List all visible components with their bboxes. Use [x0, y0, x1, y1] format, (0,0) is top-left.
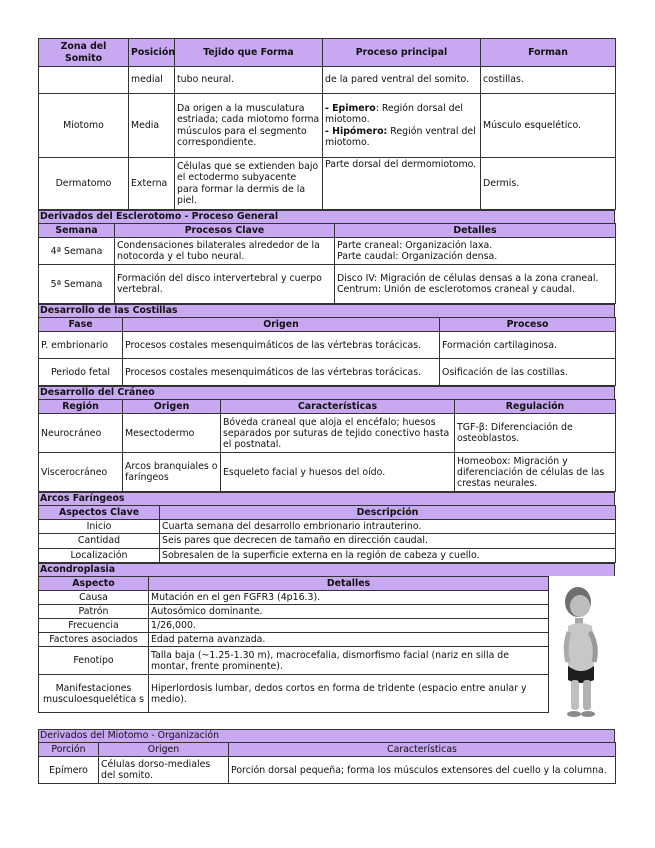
text: Región ventral del miotomo. [325, 125, 476, 148]
detail-line: Disco IV: Migración de células densas a la zona craneal. [337, 273, 599, 284]
col-header: Zona del Somito [39, 39, 129, 67]
section-title: Arcos Faríngeos [38, 492, 615, 505]
cell: Mesectodermo [123, 414, 221, 453]
cell: Homeobox: Migración y diferenciación de células de las crestas neurales. [455, 453, 616, 492]
col-header: Proceso [440, 318, 616, 332]
cell [39, 67, 129, 94]
section-title: Acondroplasia [38, 563, 615, 576]
table-row [39, 414, 616, 453]
costillas-table [38, 317, 616, 386]
detail-line: Centrum: Unión de esclerotomos craneal y caudal. [337, 284, 575, 296]
cell: Miotomo [39, 94, 129, 158]
cell: Formación cartilaginosa. [440, 332, 616, 359]
table-row [39, 675, 549, 713]
cell: Fenotipo [39, 647, 149, 675]
cell: Arcos branquiales o faríngeos [123, 453, 221, 492]
table-row [39, 265, 616, 304]
col-header: Región [39, 400, 123, 414]
col-header: Origen [123, 318, 440, 332]
cell: Condensaciones bilaterales alrededor de la notocorda y el tubo neural. [115, 238, 335, 265]
col-header: Detalles [335, 224, 616, 238]
table-row [39, 604, 549, 618]
cell: Externa [129, 158, 175, 210]
table-row [39, 332, 616, 359]
cell: 4ª Semana [39, 238, 115, 265]
table-header-row [39, 224, 616, 238]
acondroplasia-table [38, 576, 549, 713]
table-row [39, 548, 616, 562]
cell: Periodo fetal [39, 359, 123, 386]
table-row [39, 590, 549, 604]
cell: Sobresalen de la superficie externa en la región de cabeza y cuello. [160, 548, 616, 562]
somito-table [38, 38, 616, 210]
cell: 5ª Semana [39, 265, 115, 304]
col-header: Origen [123, 400, 221, 414]
cell: Formación del disco intervertebral y cuerpo vertebral. [115, 265, 335, 304]
table-row [39, 618, 549, 632]
miotomo-table [38, 742, 616, 784]
section-title: Desarrollo del Cráneo [38, 386, 615, 399]
cell: Media [129, 94, 175, 158]
child-figure-image [550, 576, 614, 726]
cell: Osificación de las costillas. [440, 359, 616, 386]
cell: Músculo esquelético. [481, 94, 616, 158]
table-row [39, 647, 549, 675]
col-header: Porción [39, 743, 99, 757]
cell: Neurocráneo [39, 414, 123, 453]
cell: Esqueleto facial y huesos del oído. [221, 453, 455, 492]
cell: Mutación en el gen FGFR3 (4p16.3). [149, 590, 549, 604]
cell: Localización [39, 548, 160, 562]
cell [335, 265, 616, 304]
table-header-row [39, 576, 549, 590]
col-header: Regulación [455, 400, 616, 414]
text: : Región dorsal del miotomo. [325, 103, 463, 126]
cell: Cuarta semana del desarrollo embrionario intrauterino. [160, 520, 616, 534]
bold-term: - Hipómero: [325, 125, 388, 137]
cell: Manifestaciones musculoesquelética s [39, 675, 149, 713]
cell: Dermatomo [39, 158, 129, 210]
table-header-row [39, 318, 616, 332]
col-header: Semana [39, 224, 115, 238]
craneo-table [38, 399, 616, 492]
table-header-row [39, 400, 616, 414]
col-header: Fase [39, 318, 123, 332]
cell: Dermis. [481, 158, 616, 210]
cell [323, 94, 481, 158]
acondroplasia-block [38, 576, 615, 713]
cell: Procesos costales mesenquimáticos de las vértebras torácicas. [123, 359, 440, 386]
table-row [39, 453, 616, 492]
cell: Epímero [39, 757, 99, 784]
col-header: Posición [129, 39, 175, 67]
cell: Autosómico dominante. [149, 604, 549, 618]
col-header: Detalles [149, 576, 549, 590]
cell: Cantidad [39, 534, 160, 548]
cell: Parte dorsal del dermomiotomo. [323, 158, 481, 210]
table-row [39, 534, 616, 548]
cell: costillas. [481, 67, 616, 94]
table-header-row [39, 39, 616, 67]
cell: Frecuencia [39, 618, 149, 632]
cell: Porción dorsal pequeña; forma los músculos extensores del cuello y la columna. [229, 757, 616, 784]
col-header: Características [229, 743, 616, 757]
col-header: Procesos Clave [115, 224, 335, 238]
col-header: Origen [99, 743, 229, 757]
document [38, 38, 615, 784]
cell: Edad paterna avanzada. [149, 633, 549, 647]
section-title: Desarrollo de las Costillas [38, 304, 615, 317]
table-header-row [39, 743, 616, 757]
child-photo [550, 576, 614, 726]
col-header: Características [221, 400, 455, 414]
cell: Talla baja (~1.25-1.30 m), macrocefalia, dismorfismo facial (nariz en silla de montar, frente prominente). [149, 647, 549, 675]
detail-line: Parte craneal: Organización laxa. [337, 240, 493, 251]
cell: tubo neural. [175, 67, 323, 94]
cell: Procesos costales mesenquimáticos de las vértebras torácicas. [123, 332, 440, 359]
esclerotomo-table [38, 223, 616, 304]
cell: 1/26,000. [149, 618, 549, 632]
section-title: Derivados del Esclerotomo - Proceso General [38, 210, 615, 223]
cell: Inicio [39, 520, 160, 534]
col-header: Proceso principal [323, 39, 481, 67]
cell: medial [129, 67, 175, 94]
cell: Células dorso-mediales del somito. [99, 757, 229, 784]
cell: Da origen a la musculatura estriada; cada miotomo forma músculos para el segmento correspondiente. [175, 94, 323, 158]
cell [335, 238, 616, 265]
col-header: Forman [481, 39, 616, 67]
cell: de la pared ventral del somito. [323, 67, 481, 94]
cell: P. embrionario [39, 332, 123, 359]
col-header: Aspectos Clave [39, 506, 160, 520]
cell: TGF-β: Diferenciación de osteoblastos. [455, 414, 616, 453]
cell: Seis pares que decrecen de tamaño en dirección caudal. [160, 534, 616, 548]
col-header: Aspecto [39, 576, 149, 590]
cell: Patrón [39, 604, 149, 618]
table-row [39, 359, 616, 386]
cell: Causa [39, 590, 149, 604]
col-header: Tejido que Forma [175, 39, 323, 67]
table-row [39, 67, 616, 94]
cell: Viscerocráneo [39, 453, 123, 492]
table-row [39, 757, 616, 784]
table-row [39, 158, 616, 210]
table-row [39, 238, 616, 265]
spacer [38, 713, 615, 729]
table-header-row [39, 506, 616, 520]
arcos-table [38, 505, 616, 562]
cell: Hiperlordosis lumbar, dedos cortos en forma de tridente (espacio entre anular y medio). [149, 675, 549, 713]
col-header: Descripción [160, 506, 616, 520]
detail-line: Parte caudal: Organización densa. [337, 251, 498, 263]
table-row [39, 520, 616, 534]
section-title: Derivados del Miotomo - Organización [38, 729, 615, 742]
table-row [39, 94, 616, 158]
table-row [39, 633, 549, 647]
bold-term: - Epimero [325, 103, 376, 115]
cell: Factores asociados [39, 633, 149, 647]
cell: Células que se extienden bajo el ectodermo subyacente para formar la dermis de la piel. [175, 158, 323, 210]
cell: Bóveda craneal que aloja el encéfalo; huesos separados por suturas de tejido conectivo hasta el postnatal. [221, 414, 455, 453]
